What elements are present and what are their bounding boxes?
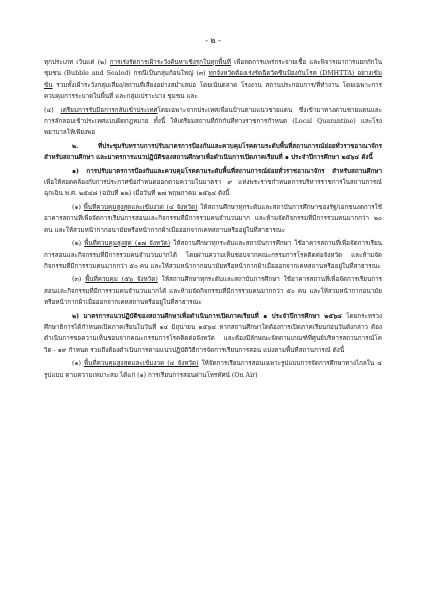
text-run: ทุกจังหวัดต้องเร่งรัดฉีดวัคซีนป้องกันโรค (DMHTTA) อย่างเข้มข้น <box>44 70 383 89</box>
text-run: ให้สถานศึกษาทุกระดับและสถาบันการศึกษา ใช้อาคารสถานที่เพื่อจัดการเรียนการสอนและกิจกรรมที่มีการรวมคนจำนวนมากได้ โดยผ่านความเห็นชอบจากคณะกรรมการโรคติดต่อจังหวัด และห้ามจัดกิจกรรมที่มีการรวมคนมากกว่า ๕๐ คน และให้สวมหน้ากากอนามัยหรือหน้ากากผ้าเมื่อออกจากเคหสถานหรืออยู่ในที่สาธารณะ <box>44 240 382 270</box>
text-run: พื้นที่ควบคุม (๕๖ จังหวัด) <box>85 276 158 284</box>
text-run: (๒) <box>72 240 85 248</box>
paragraph-p9 <box>44 358 382 381</box>
text-run: โดยเฉพาะจากประเทศเพื่อนบ้านตามแนวชายแดน ซึ่งเข้ามาทางด่านชายแดนและการลักลอบเข้าประเทศแบบผิดกฎหมาย ทั้งนี้ ให้เตรียมสถานที่กักกันที่ทางราชการกำหนด (Local Quarantine) และโรงพยาบาลให้เพียงพอ <box>44 106 382 137</box>
paragraph-p5 <box>44 202 382 236</box>
text-run: ทุกประเภท เว้นแต่ (๒) <box>44 59 110 66</box>
text-run: พื้นที่ควบคุมสูงสุดและเข้มงวด (๔ จังหวัด) <box>83 360 199 368</box>
text-run: ๒. ที่ประชุมรับทราบการปรับมาตรการป้องกันและควบคุมโรคตามระดับพื้นที่สถานการณ์ย่อยทั่วราชอาณาจักร สำหรับสถานศึกษา และมาตรการแนวปฏิบัติของสถานศึกษาเพื่อดำเนินการเปิดภาคเรียนที่ ๑ ประจำปีการศึกษา ๒๕๖๔ ดังนี้ <box>44 142 382 162</box>
text-run: ๒) มาตรการแนวปฏิบัติของสถานศึกษาเพื่อดำเนินการเปิดภาคเรียนที่ ๑ ประจำปีการศึกษา ๒๕๖๔ <box>72 312 342 320</box>
text-run: รวมทั้งเฝ้าระวังกลุ่มเสี่ยง/สถานที่เสี่ยงอย่างสม่ำเสมอ โดยเน้นตลาด โรงงาน สถานประกอบการ/ที่ทำงาน โดยเฉพาะการควบคุมการระบาดในพื้นที่ และกลุ่มเปราะบาง ชุมชน และ <box>44 81 382 101</box>
text-run: ให้สถานศึกษาทุกระดับและสถาบันการศึกษา ใช้อาคารสถานที่เพื่อจัดการเรียนการสอนและกิจกรรมที่มีการรวมคนจำนวนมากได้ และห้ามจัดกิจกรรมที่มีการรวมคนมากกว่า ๕๐ คน และให้สวมหน้ากากอนามัยหรือหน้ากากผ้าเมื่อออกจากเคหสถานหรืออยู่ในที่สาธารณะ <box>44 276 382 307</box>
paragraph-p8 <box>44 311 382 357</box>
paragraph-p4 <box>44 166 382 200</box>
text-run: เตรียมการรับมือการกลับเข้าประเทศ <box>60 106 158 114</box>
text-run: โดยกระทรวงศึกษาธิการได้กำหนดเปิดภาคเรียนในวันที่ ๑๔ มิถุนายน ๒๕๖๔ หากสถานศึกษาใดต้องการเปิดภาคเรียนก่อนวันดังกล่าว ต้องดำเนินการขอความเห็นชอบจากคณะกรรมการโรคติดต่อจังหวัด และต้องมีลักษณะจัดตามเกณฑ์ที่ศูนย์บริหารสถานการณ์โควิด - ๑๙ กำหนด รวมถึงต้องดำเนินการตามแนวปฏิบัติวิธีการจัดการเรียนการสอน แบ่งตามพื้นที่สถานการณ์ ดังนี้ <box>44 312 382 354</box>
page-number: - ๒ - <box>205 36 221 45</box>
text-run: (๔) <box>44 106 61 114</box>
paragraph-p3 <box>44 141 382 164</box>
text-run: เพื่อให้สอดคล้องกับการประกาศข้อกำหนดออกตามความในมาตรา ๙ แห่งพระราชกำหนดการบริหารราชการในสถานการณ์ฉุกเฉิน พ.ศ. ๒๕๔๘ (ฉบับที่ ๒๒) เมื่อวันที่ ๒๗ พฤษภาคม ๒๕๖๔ ดังนี้ <box>44 179 382 198</box>
text-run: ให้จัดการเรียนการสอนเฉพาะรูปแบบการจัดการศึกษาทางไกลใน ๔ รูปแบบ ตามความเหมาะสม ได้แก่ (๑) การเรียนการสอนผ่านโทรทัศน์ (On Air) <box>44 360 382 379</box>
document-body <box>44 57 382 381</box>
text-run: พื้นที่ควบคุมสูงสุดและเข้มงวด (๔ จังหวัด) <box>83 203 198 211</box>
text-run: (๓) <box>72 276 86 284</box>
paragraph-p7 <box>44 274 382 308</box>
text-run: การเร่งรัดการเฝ้าระวังค้นหาเชิงรุกในทุกพื้นที่ <box>109 59 231 66</box>
text-run: (๑) <box>72 360 84 368</box>
paragraph-p1 <box>44 57 382 103</box>
text-run: ๑) การปรับมาตรการป้องกันและควบคุมโรคตามระดับพื้นที่สถานการณ์ย่อยทั่วราชอาณาจักร สำหรับสถานศึกษา <box>72 167 382 175</box>
text-run: (๑) <box>72 203 84 211</box>
text-run: ให้สถานศึกษาทุกระดับและสถาบันการศึกษาของรัฐ/เอกชนงดการใช้อาคารสถานที่เพื่อจัดการเรียนการสอนและกิจกรรมที่มีการรวมคนจำนวนมาก และห้ามจัดกิจกรรมที่มีการรวมคนมากกว่า ๒๐ คน และให้สวมหน้ากากอนามัยหรือหน้ากากผ้าเมื่อออกจากเคหสถานหรืออยู่ในที่สาธารณะ <box>44 203 382 234</box>
text-run: เพื่อลดการแพร่กระจายเชื้อ และพิจารณาการแยกกักในชุมชน (Bubble and Sealed) กรณีเป็นกลุ่มก้อนใหญ่ (๓) <box>44 59 383 78</box>
paragraph-p2 <box>44 105 382 139</box>
paragraph-p6 <box>44 238 382 272</box>
text-run: พื้นที่ควบคุมสูงสุด (๑๗ จังหวัด) <box>84 240 171 248</box>
